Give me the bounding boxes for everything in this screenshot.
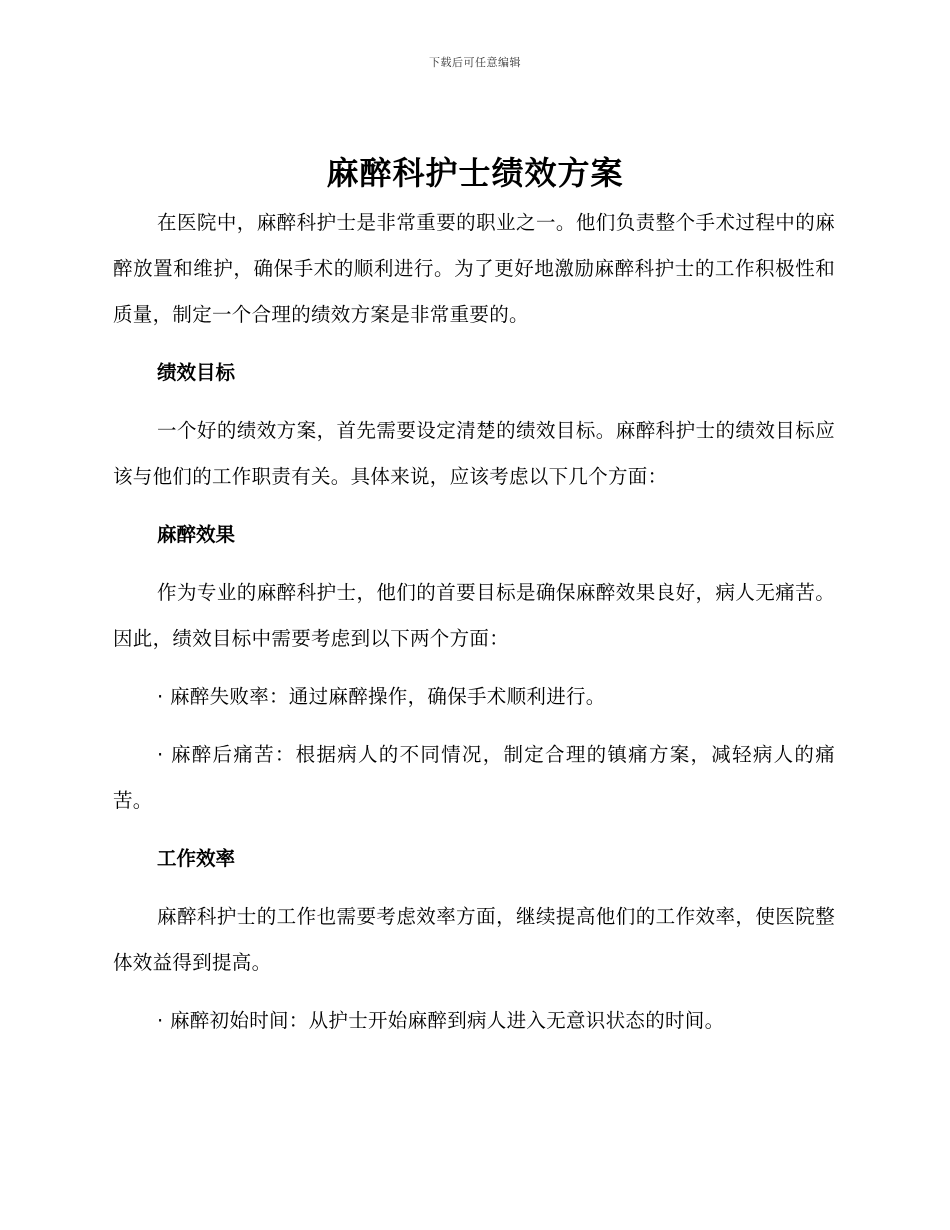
bullet-failure-rate: · 麻醉失败率：通过麻醉操作，确保手术顺利进行。: [157, 685, 606, 708]
efficiency-paragraph: 麻醉科护士的工作也需要考虑效率方面，继续提高他们的工作效率，使医院整体效益得到提高。: [113, 905, 835, 974]
section-heading-efficiency: 工作效率: [157, 847, 236, 870]
intro-paragraph: 在医院中，麻醉科护士是非常重要的职业之一。他们负责整个手术过程中的麻醉放置和维护，确保手术的顺利进行。为了更好地激励麻醉科护士的工作积极性和质量，制定一个合理的绩效方案是非常重要的。: [113, 211, 835, 326]
section-heading-anesthesia-effect: 麻醉效果: [157, 523, 236, 546]
anesthesia-effect-paragraph: 作为专业的麻醉科护士，他们的首要目标是确保麻醉效果良好，病人无痛苦。因此，绩效目标中需要考虑到以下两个方面：: [113, 581, 835, 650]
document-body: [113, 200, 835, 1056]
header-note: 下载后可任意编辑: [429, 56, 521, 69]
goals-paragraph: 一个好的绩效方案，首先需要设定清楚的绩效目标。麻醉科护士的绩效目标应该与他们的工作职责有关。具体来说，应该考虑以下几个方面：: [113, 419, 835, 488]
document-title: 麻醉科护士绩效方案: [326, 154, 624, 192]
bullet-post-anesthesia-pain: · 麻醉后痛苦：根据病人的不同情况，制定合理的镇痛方案，减轻病人的痛苦。: [113, 743, 835, 812]
bullet-initial-time: · 麻醉初始时间：从护士开始麻醉到病人进入无意识状态的时间。: [157, 1009, 725, 1032]
section-heading-goals: 绩效目标: [157, 361, 236, 384]
